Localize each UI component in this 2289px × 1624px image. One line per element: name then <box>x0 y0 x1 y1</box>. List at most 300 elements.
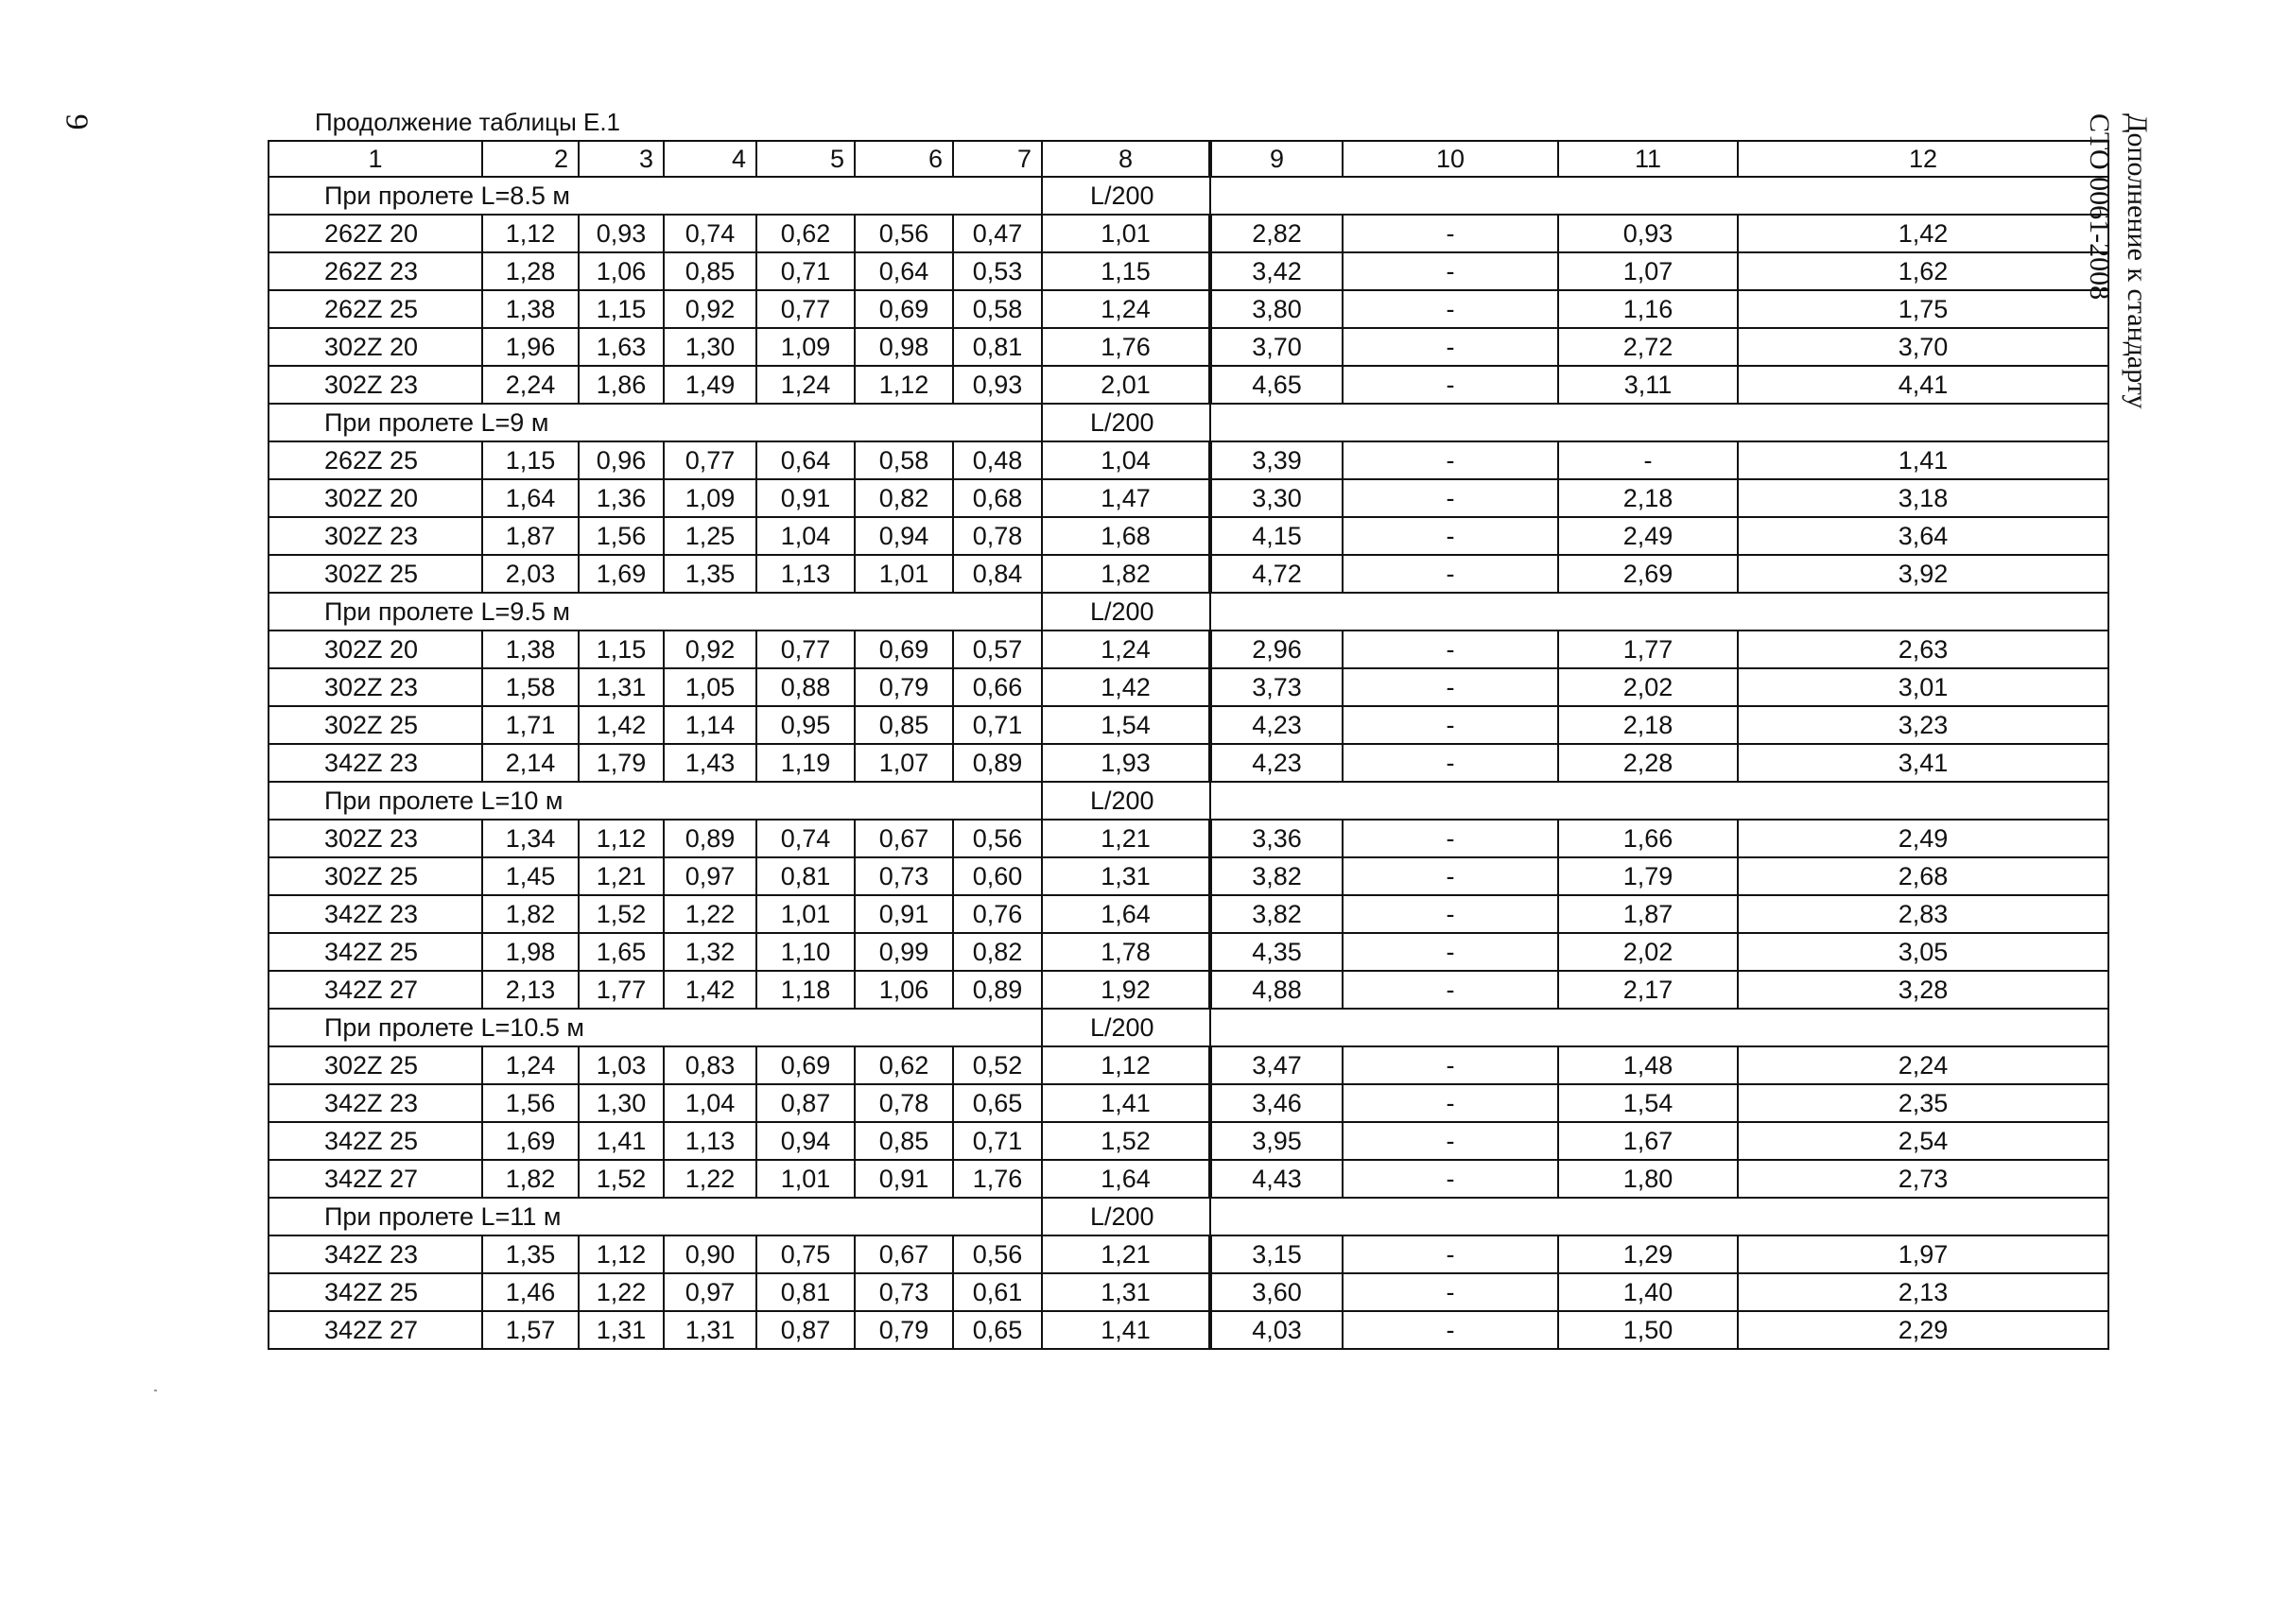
value-cell: 3,64 <box>1738 517 2108 555</box>
value-cell: 2,02 <box>1558 933 1738 971</box>
value-cell: 1,86 <box>579 366 664 404</box>
value-cell: 0,66 <box>953 668 1042 706</box>
value-cell: - <box>1558 441 1738 479</box>
value-cell: 1,07 <box>855 744 953 782</box>
value-cell: 0,53 <box>953 252 1042 290</box>
deflection-limit: L/200 <box>1042 1009 1210 1046</box>
table-row <box>269 631 2108 668</box>
value-cell: 2,29 <box>1738 1311 2108 1349</box>
value-cell: 1,97 <box>1738 1235 2108 1273</box>
value-cell: 0,56 <box>953 820 1042 857</box>
value-cell: 1,31 <box>664 1311 756 1349</box>
value-cell: 1,48 <box>1558 1046 1738 1084</box>
value-cell: 1,24 <box>1042 631 1210 668</box>
value-cell: 0,69 <box>855 631 953 668</box>
profile-cell: 342Z 25 <box>269 933 482 971</box>
value-cell: 3,95 <box>1210 1122 1343 1160</box>
value-cell: 0,62 <box>756 215 855 252</box>
value-cell: 1,75 <box>1738 290 2108 328</box>
value-cell: 1,15 <box>482 441 579 479</box>
table-header-row <box>269 141 2108 177</box>
value-cell: 4,15 <box>1210 517 1343 555</box>
header-cell: 9 <box>1210 141 1343 177</box>
value-cell: 1,35 <box>664 555 756 593</box>
value-cell: 0,82 <box>953 933 1042 971</box>
value-cell: 1,79 <box>1558 857 1738 895</box>
table-row <box>269 441 2108 479</box>
header-cell: 11 <box>1558 141 1738 177</box>
value-cell: 3,36 <box>1210 820 1343 857</box>
table-row <box>269 290 2108 328</box>
value-cell: - <box>1343 441 1558 479</box>
value-cell: 1,41 <box>1738 441 2108 479</box>
value-cell: - <box>1343 328 1558 366</box>
value-cell: 0,73 <box>855 857 953 895</box>
value-cell: 0,71 <box>756 252 855 290</box>
value-cell: 1,06 <box>855 971 953 1009</box>
value-cell: 2,03 <box>482 555 579 593</box>
value-cell: 4,23 <box>1210 744 1343 782</box>
value-cell: 3,82 <box>1210 895 1343 933</box>
value-cell: 0,89 <box>953 744 1042 782</box>
value-cell: 1,42 <box>664 971 756 1009</box>
value-cell: 0,97 <box>664 857 756 895</box>
value-cell: 2,49 <box>1558 517 1738 555</box>
profile-cell: 302Z 25 <box>269 706 482 744</box>
value-cell: 1,80 <box>1558 1160 1738 1198</box>
value-cell: 3,70 <box>1738 328 2108 366</box>
header-cell: 8 <box>1042 141 1210 177</box>
value-cell: 1,41 <box>579 1122 664 1160</box>
value-cell: 3,01 <box>1738 668 2108 706</box>
value-cell: 4,03 <box>1210 1311 1343 1349</box>
table-row <box>269 857 2108 895</box>
span-group-row <box>269 782 2108 820</box>
value-cell: 1,36 <box>579 479 664 517</box>
value-cell: 1,65 <box>579 933 664 971</box>
value-cell: - <box>1343 1235 1558 1273</box>
profile-cell: 342Z 27 <box>269 1311 482 1349</box>
value-cell: 0,69 <box>756 1046 855 1084</box>
value-cell: 2,68 <box>1738 857 2108 895</box>
value-cell: 1,04 <box>756 517 855 555</box>
value-cell: 4,41 <box>1738 366 2108 404</box>
span-title: При пролете L=8.5 м <box>269 177 1042 215</box>
deflection-limit: L/200 <box>1042 404 1210 441</box>
value-cell: 1,40 <box>1558 1273 1738 1311</box>
value-cell: 2,18 <box>1558 706 1738 744</box>
value-cell: - <box>1343 290 1558 328</box>
value-cell: 1,66 <box>1558 820 1738 857</box>
value-cell: - <box>1343 479 1558 517</box>
value-cell: 1,82 <box>1042 555 1210 593</box>
value-cell: 1,04 <box>664 1084 756 1122</box>
value-cell: 1,62 <box>1738 252 2108 290</box>
value-cell: 1,31 <box>1042 1273 1210 1311</box>
deflection-limit: L/200 <box>1042 177 1210 215</box>
value-cell: 1,35 <box>482 1235 579 1273</box>
value-cell: 2,63 <box>1738 631 2108 668</box>
span-title: При пролете L=11 м <box>269 1198 1042 1235</box>
value-cell: - <box>1343 631 1558 668</box>
value-cell: 0,73 <box>855 1273 953 1311</box>
value-cell: 0,67 <box>855 1235 953 1273</box>
value-cell: 0,87 <box>756 1084 855 1122</box>
value-cell: 4,72 <box>1210 555 1343 593</box>
empty-cell <box>1210 404 2108 441</box>
value-cell: 4,43 <box>1210 1160 1343 1198</box>
value-cell: 4,35 <box>1210 933 1343 971</box>
value-cell: 0,47 <box>953 215 1042 252</box>
value-cell: 1,03 <box>579 1046 664 1084</box>
value-cell: 0,79 <box>855 1311 953 1349</box>
value-cell: 0,93 <box>579 215 664 252</box>
span-group-row <box>269 404 2108 441</box>
span-title: При пролете L=9 м <box>269 404 1042 441</box>
value-cell: 0,74 <box>664 215 756 252</box>
profile-cell: 342Z 23 <box>269 895 482 933</box>
value-cell: 3,82 <box>1210 857 1343 895</box>
value-cell: 4,88 <box>1210 971 1343 1009</box>
value-cell: 1,45 <box>482 857 579 895</box>
value-cell: 1,21 <box>1042 1235 1210 1273</box>
value-cell: 0,61 <box>953 1273 1042 1311</box>
value-cell: 1,87 <box>482 517 579 555</box>
profile-cell: 262Z 25 <box>269 290 482 328</box>
value-cell: - <box>1343 668 1558 706</box>
value-cell: 1,69 <box>482 1122 579 1160</box>
empty-cell <box>1210 782 2108 820</box>
value-cell: 1,76 <box>1042 328 1210 366</box>
value-cell: 0,56 <box>953 1235 1042 1273</box>
profile-cell: 302Z 20 <box>269 479 482 517</box>
value-cell: 1,68 <box>1042 517 1210 555</box>
value-cell: 0,93 <box>953 366 1042 404</box>
value-cell: - <box>1343 820 1558 857</box>
value-cell: 1,25 <box>664 517 756 555</box>
value-cell: 1,09 <box>756 328 855 366</box>
header-cell: 4 <box>664 141 756 177</box>
value-cell: 0,77 <box>756 631 855 668</box>
header-cell: 1 <box>269 141 482 177</box>
value-cell: - <box>1343 971 1558 1009</box>
value-cell: 1,04 <box>1042 441 1210 479</box>
value-cell: 0,58 <box>855 441 953 479</box>
profile-cell: 302Z 23 <box>269 517 482 555</box>
value-cell: 1,31 <box>1042 857 1210 895</box>
value-cell: 0,97 <box>664 1273 756 1311</box>
value-cell: 1,43 <box>664 744 756 782</box>
deflection-limit: L/200 <box>1042 593 1210 631</box>
value-cell: - <box>1343 933 1558 971</box>
value-cell: 1,98 <box>482 933 579 971</box>
value-cell: - <box>1343 857 1558 895</box>
value-cell: 0,98 <box>855 328 953 366</box>
span-title: При пролете L=10.5 м <box>269 1009 1042 1046</box>
value-cell: 0,75 <box>756 1235 855 1273</box>
value-cell: - <box>1343 215 1558 252</box>
value-cell: 0,81 <box>953 328 1042 366</box>
table-row <box>269 1311 2108 1349</box>
value-cell: 0,96 <box>579 441 664 479</box>
value-cell: 0,79 <box>855 668 953 706</box>
value-cell: 1,12 <box>855 366 953 404</box>
table-row <box>269 668 2108 706</box>
header-cell: 3 <box>579 141 664 177</box>
value-cell: 3,42 <box>1210 252 1343 290</box>
table-row <box>269 215 2108 252</box>
side-header-line2: СТО 0061-2008 <box>2084 113 2115 301</box>
value-cell: - <box>1343 366 1558 404</box>
value-cell: 1,24 <box>482 1046 579 1084</box>
table-row <box>269 1273 2108 1311</box>
value-cell: 0,85 <box>855 706 953 744</box>
table-row <box>269 328 2108 366</box>
profile-cell: 342Z 27 <box>269 1160 482 1198</box>
value-cell: - <box>1343 555 1558 593</box>
table-row <box>269 706 2108 744</box>
value-cell: 1,38 <box>482 631 579 668</box>
value-cell: 2,14 <box>482 744 579 782</box>
value-cell: 0,52 <box>953 1046 1042 1084</box>
value-cell: 0,62 <box>855 1046 953 1084</box>
value-cell: 0,82 <box>855 479 953 517</box>
value-cell: 3,23 <box>1738 706 2108 744</box>
header-cell: 12 <box>1738 141 2108 177</box>
value-cell: 3,05 <box>1738 933 2108 971</box>
header-cell: 5 <box>756 141 855 177</box>
value-cell: 2,01 <box>1042 366 1210 404</box>
value-cell: 0,87 <box>756 1311 855 1349</box>
profile-cell: 342Z 25 <box>269 1273 482 1311</box>
value-cell: - <box>1343 517 1558 555</box>
profile-cell: 342Z 25 <box>269 1122 482 1160</box>
value-cell: 0,91 <box>855 1160 953 1198</box>
value-cell: 1,22 <box>664 895 756 933</box>
empty-cell <box>1210 177 2108 215</box>
value-cell: 1,22 <box>664 1160 756 1198</box>
value-cell: 1,01 <box>1042 215 1210 252</box>
value-cell: 1,47 <box>1042 479 1210 517</box>
value-cell: - <box>1343 706 1558 744</box>
table-row <box>269 1122 2108 1160</box>
value-cell: 1,52 <box>1042 1122 1210 1160</box>
value-cell: 0,67 <box>855 820 953 857</box>
scan-speck <box>154 1390 157 1391</box>
profile-cell: 302Z 23 <box>269 366 482 404</box>
deflection-limit: L/200 <box>1042 782 1210 820</box>
value-cell: 1,82 <box>482 895 579 933</box>
value-cell: 3,73 <box>1210 668 1343 706</box>
value-cell: 1,31 <box>579 668 664 706</box>
table-row <box>269 744 2108 782</box>
value-cell: 4,23 <box>1210 706 1343 744</box>
value-cell: - <box>1343 1046 1558 1084</box>
value-cell: 1,14 <box>664 706 756 744</box>
value-cell: 0,85 <box>855 1122 953 1160</box>
value-cell: 1,46 <box>482 1273 579 1311</box>
value-cell: 1,32 <box>664 933 756 971</box>
header-cell: 6 <box>855 141 953 177</box>
value-cell: - <box>1343 252 1558 290</box>
profile-cell: 302Z 25 <box>269 555 482 593</box>
span-group-row <box>269 593 2108 631</box>
value-cell: 1,07 <box>1558 252 1738 290</box>
value-cell: 0,77 <box>664 441 756 479</box>
value-cell: 1,05 <box>664 668 756 706</box>
value-cell: 1,56 <box>482 1084 579 1122</box>
profile-cell: 302Z 25 <box>269 857 482 895</box>
value-cell: 0,71 <box>953 706 1042 744</box>
value-cell: 0,84 <box>953 555 1042 593</box>
value-cell: 3,28 <box>1738 971 2108 1009</box>
value-cell: 0,74 <box>756 820 855 857</box>
profile-cell: 262Z 23 <box>269 252 482 290</box>
value-cell: 0,69 <box>855 290 953 328</box>
profile-cell: 302Z 23 <box>269 668 482 706</box>
value-cell: 2,49 <box>1738 820 2108 857</box>
value-cell: 0,78 <box>953 517 1042 555</box>
value-cell: 1,42 <box>1042 668 1210 706</box>
value-cell: 1,29 <box>1558 1235 1738 1273</box>
value-cell: 1,24 <box>756 366 855 404</box>
table-caption: Продолжение таблицы Е.1 <box>315 108 621 136</box>
value-cell: 0,83 <box>664 1046 756 1084</box>
value-cell: 1,69 <box>579 555 664 593</box>
value-cell: 1,41 <box>1042 1311 1210 1349</box>
value-cell: 1,15 <box>579 631 664 668</box>
value-cell: 2,28 <box>1558 744 1738 782</box>
value-cell: 1,57 <box>482 1311 579 1349</box>
value-cell: 1,01 <box>855 555 953 593</box>
side-header-line1: Дополнение к стандарту <box>2122 113 2153 409</box>
value-cell: 1,16 <box>1558 290 1738 328</box>
value-cell: 1,19 <box>756 744 855 782</box>
profile-cell: 342Z 23 <box>269 744 482 782</box>
value-cell: 3,41 <box>1738 744 2108 782</box>
value-cell: 1,64 <box>482 479 579 517</box>
value-cell: 2,13 <box>482 971 579 1009</box>
value-cell: 1,54 <box>1558 1084 1738 1122</box>
value-cell: 1,30 <box>664 328 756 366</box>
value-cell: 0,89 <box>664 820 756 857</box>
value-cell: 1,42 <box>1738 215 2108 252</box>
value-cell: 3,70 <box>1210 328 1343 366</box>
value-cell: 1,12 <box>482 215 579 252</box>
value-cell: - <box>1343 1311 1558 1349</box>
table-row <box>269 820 2108 857</box>
value-cell: 1,22 <box>579 1273 664 1311</box>
value-cell: 1,56 <box>579 517 664 555</box>
value-cell: 1,38 <box>482 290 579 328</box>
value-cell: 1,76 <box>953 1160 1042 1198</box>
table-row <box>269 366 2108 404</box>
value-cell: 0,65 <box>953 1311 1042 1349</box>
value-cell: 1,21 <box>579 857 664 895</box>
value-cell: 3,80 <box>1210 290 1343 328</box>
deflection-limit: L/200 <box>1042 1198 1210 1235</box>
value-cell: 1,54 <box>1042 706 1210 744</box>
value-cell: 1,13 <box>664 1122 756 1160</box>
value-cell: 0,48 <box>953 441 1042 479</box>
value-cell: - <box>1343 1160 1558 1198</box>
table-body <box>269 141 2108 1349</box>
span-group-row <box>269 1009 2108 1046</box>
value-cell: 1,15 <box>579 290 664 328</box>
value-cell: 1,67 <box>1558 1122 1738 1160</box>
value-cell: 1,58 <box>482 668 579 706</box>
value-cell: 0,99 <box>855 933 953 971</box>
value-cell: 3,30 <box>1210 479 1343 517</box>
value-cell: 0,94 <box>756 1122 855 1160</box>
value-cell: 0,91 <box>756 479 855 517</box>
value-cell: 0,81 <box>756 1273 855 1311</box>
value-cell: 1,64 <box>1042 1160 1210 1198</box>
table-row <box>269 517 2108 555</box>
value-cell: 1,77 <box>579 971 664 1009</box>
table-row <box>269 1160 2108 1198</box>
value-cell: 1,12 <box>579 1235 664 1273</box>
table-row <box>269 933 2108 971</box>
value-cell: 1,13 <box>756 555 855 593</box>
value-cell: 1,12 <box>579 820 664 857</box>
table-row <box>269 1235 2108 1273</box>
value-cell: 2,72 <box>1558 328 1738 366</box>
profile-cell: 302Z 25 <box>269 1046 482 1084</box>
value-cell: 1,77 <box>1558 631 1738 668</box>
value-cell: 0,56 <box>855 215 953 252</box>
value-cell: 0,92 <box>664 290 756 328</box>
table-row <box>269 1046 2108 1084</box>
value-cell: 0,71 <box>953 1122 1042 1160</box>
table-row <box>269 252 2108 290</box>
value-cell: 2,73 <box>1738 1160 2108 1198</box>
profile-cell: 302Z 23 <box>269 820 482 857</box>
value-cell: 1,10 <box>756 933 855 971</box>
value-cell: 0,60 <box>953 857 1042 895</box>
table-row <box>269 1084 2108 1122</box>
value-cell: 0,58 <box>953 290 1042 328</box>
value-cell: 1,06 <box>579 252 664 290</box>
value-cell: 2,83 <box>1738 895 2108 933</box>
value-cell: 0,81 <box>756 857 855 895</box>
value-cell: 0,76 <box>953 895 1042 933</box>
value-cell: 0,57 <box>953 631 1042 668</box>
table-row <box>269 971 2108 1009</box>
value-cell: 2,17 <box>1558 971 1738 1009</box>
value-cell: 0,92 <box>664 631 756 668</box>
value-cell: 1,18 <box>756 971 855 1009</box>
value-cell: 2,35 <box>1738 1084 2108 1122</box>
value-cell: 0,90 <box>664 1235 756 1273</box>
value-cell: 2,69 <box>1558 555 1738 593</box>
value-cell: - <box>1343 1084 1558 1122</box>
table-row <box>269 895 2108 933</box>
value-cell: - <box>1343 744 1558 782</box>
value-cell: 0,77 <box>756 290 855 328</box>
span-title: При пролете L=9.5 м <box>269 593 1042 631</box>
value-cell: 2,82 <box>1210 215 1343 252</box>
value-cell: 1,15 <box>1042 252 1210 290</box>
value-cell: 1,71 <box>482 706 579 744</box>
value-cell: 4,65 <box>1210 366 1343 404</box>
value-cell: 1,79 <box>579 744 664 782</box>
value-cell: 3,47 <box>1210 1046 1343 1084</box>
value-cell: 3,39 <box>1210 441 1343 479</box>
value-cell: 2,24 <box>1738 1046 2108 1084</box>
empty-cell <box>1210 593 2108 631</box>
data-table <box>268 140 2109 1350</box>
